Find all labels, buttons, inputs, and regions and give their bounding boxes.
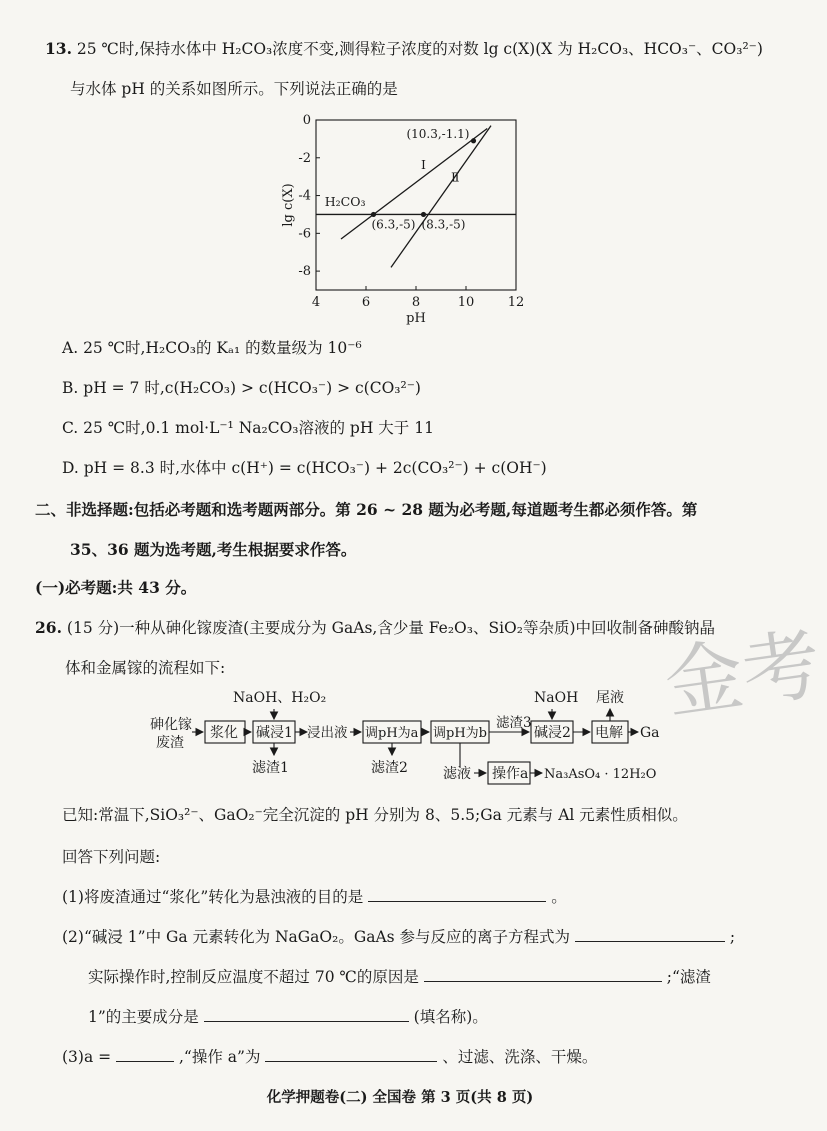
y-tick-label: 0 bbox=[302, 113, 311, 128]
process-flow-diagram bbox=[130, 685, 670, 800]
y-tick-label: -2 bbox=[298, 150, 311, 166]
adjust-a-label: 调pH为a bbox=[365, 726, 419, 741]
sub-question-2c bbox=[88, 1005, 488, 1027]
q2b-answer-blank[interactable] bbox=[424, 966, 662, 982]
product-salt-label: Na₃AsO₄ · 12H₂O bbox=[544, 767, 657, 782]
q1-text: (1)将废渣通过“浆化”转化为悬浊液的目的是 bbox=[62, 888, 364, 906]
x-axis-label: pH bbox=[406, 311, 426, 326]
leach2-label: 碱浸2 bbox=[534, 725, 571, 741]
sub-question-3 bbox=[62, 1045, 597, 1067]
series-line-ii bbox=[391, 126, 491, 268]
x-tick-label: 8 bbox=[411, 295, 421, 310]
page-footer: 化学押题卷(二) 全国卷 第 3 页(共 8 页) bbox=[266, 1089, 534, 1106]
option-a-text: 25 ℃时,H₂CO₃的 Kₐ₁ 的数量级为 10⁻⁶ bbox=[83, 339, 362, 357]
sub-question-1 bbox=[62, 885, 567, 907]
q2b-text: 实际操作时,控制反应温度不超过 70 ℃的原因是 bbox=[88, 968, 419, 986]
section2-heading-line2: 35、36 题为选考题,考生根据要求作答。 bbox=[70, 540, 357, 559]
leach2-reagent-label: NaOH bbox=[534, 690, 579, 706]
q3-a-answer-blank[interactable] bbox=[116, 1046, 174, 1062]
watermark: 金考 bbox=[659, 619, 827, 731]
sub-question-2b bbox=[88, 965, 711, 987]
intersection-point bbox=[471, 138, 476, 143]
leachate-label: 浸出液 bbox=[307, 725, 348, 741]
product-ga-label: Ga bbox=[640, 725, 660, 741]
q2a-text: (2)“碱浸 1”中 Ga 元素转化为 NaGaO₂。GaAs 参与反应的离子方程式为 bbox=[62, 928, 571, 946]
option-d-label: D. bbox=[62, 459, 79, 477]
residue2-label: 滤渣2 bbox=[371, 760, 408, 776]
option-b-label: B. bbox=[62, 379, 79, 397]
option-b-text: pH = 7 时,c(H₂CO₃) > c(HCO₃⁻) > c(CO₃²⁻) bbox=[83, 379, 421, 397]
q13-option-a bbox=[62, 336, 362, 358]
q26-number: 26. bbox=[35, 618, 62, 637]
q2c-text: 1”的主要成分是 bbox=[88, 1008, 199, 1026]
sub-question-2a bbox=[62, 925, 735, 947]
series-label-ii: Ⅱ bbox=[451, 169, 460, 185]
x-tick-label: 6 bbox=[361, 295, 371, 310]
leach1-reagent-label: NaOH、H₂O₂ bbox=[233, 690, 327, 706]
q13-option-c bbox=[62, 416, 434, 438]
q3-op-answer-blank[interactable] bbox=[265, 1046, 437, 1062]
q3c-text: 、过滤、洗涤、干燥。 bbox=[442, 1048, 598, 1066]
residue3-label: 滤渣3 bbox=[496, 715, 532, 731]
y-tick-label: -4 bbox=[298, 188, 311, 204]
raw-material-label-1: 砷化镓 bbox=[150, 717, 192, 733]
q26-line1 bbox=[35, 616, 715, 638]
y-tick-label: -8 bbox=[298, 264, 311, 280]
required-section-heading: (一)必考题:共 43 分。 bbox=[35, 578, 197, 597]
intersection-point bbox=[371, 212, 376, 217]
x-tick-label: 10 bbox=[457, 295, 475, 310]
q2b-end: ;“滤渣 bbox=[666, 968, 711, 986]
q13-option-b bbox=[62, 376, 421, 398]
q2c-end: (填名称)。 bbox=[413, 1008, 488, 1026]
q13-stem-line1: 25 ℃时,保持水体中 H₂CO₃浓度不变,测得粒子浓度的对数 lg c(X)(X 为 H₂CO₃、HCO₃⁻、CO₃²⁻) bbox=[76, 40, 763, 58]
electrolysis-label: 电解 bbox=[595, 725, 623, 741]
q26-stem-line1: (15 分)一种从砷化镓废渣(主要成分为 GaAs,含少量 Fe₂O₃、SiO₂等杂质)中回收制备砷酸钠晶 bbox=[66, 619, 716, 637]
waste-liquid-label: 尾液 bbox=[596, 690, 624, 706]
y-axis-label: lg c(X) bbox=[281, 183, 296, 227]
q3a-text: (3)a = bbox=[62, 1048, 112, 1066]
option-c-label: C. bbox=[62, 419, 79, 437]
adjust-b-label: 调pH为b bbox=[433, 726, 487, 741]
leach1-label: 碱浸1 bbox=[256, 725, 293, 741]
option-c-text: 25 ℃时,0.1 mol·L⁻¹ Na₂CO₃溶液的 pH 大于 11 bbox=[83, 419, 434, 437]
filtrate-label: 滤液 bbox=[443, 766, 471, 782]
q13-line1 bbox=[45, 37, 763, 59]
series-label-h2co3: H₂CO₃ bbox=[324, 193, 366, 209]
q2a-end: ; bbox=[729, 928, 736, 946]
x-tick-label: 12 bbox=[507, 295, 525, 310]
option-d-text: pH = 8.3 时,水体中 c(H⁺) = c(HCO₃⁻) + 2c(CO₃²⁻) + c(OH⁻) bbox=[83, 459, 547, 477]
q26-stem-line2: 体和金属镓的流程如下: bbox=[65, 659, 226, 677]
point-label: (6.3,-5) bbox=[371, 217, 416, 232]
lgc-vs-ph-chart bbox=[270, 108, 540, 326]
q2c-answer-blank[interactable] bbox=[204, 1006, 409, 1022]
answer-prompt: 回答下列问题: bbox=[62, 848, 161, 866]
residue1-label: 滤渣1 bbox=[252, 760, 289, 776]
q13-option-d bbox=[62, 456, 547, 478]
q13-number: 13. bbox=[45, 39, 72, 58]
q13-stem-line2: 与水体 pH 的关系如图所示。下列说法正确的是 bbox=[70, 80, 398, 98]
series-label-i: I bbox=[421, 157, 426, 173]
op-a-label: 操作a bbox=[492, 766, 529, 782]
intersection-point bbox=[421, 212, 426, 217]
option-a-label: A. bbox=[62, 339, 79, 357]
y-tick-label: -6 bbox=[298, 226, 311, 242]
point-label: (10.3,-1.1) bbox=[406, 126, 470, 141]
section2-heading-line1: 二、非选择题:包括必考题和选考题两部分。第 26 ~ 28 题为必考题,每道题考生都必须作答。第 bbox=[35, 500, 698, 519]
q2a-answer-blank[interactable] bbox=[575, 926, 725, 942]
x-tick-label: 4 bbox=[311, 295, 321, 310]
q1-answer-blank[interactable] bbox=[368, 886, 546, 902]
raw-material-label-2: 废渣 bbox=[156, 735, 184, 751]
q3b-text: ,“操作 a”为 bbox=[179, 1048, 261, 1066]
known-info: 已知:常温下,SiO₃²⁻、GaO₂⁻完全沉淀的 pH 分别为 8、5.5;Ga 元素与 Al 元素性质相似。 bbox=[62, 806, 688, 824]
slurry-label: 浆化 bbox=[210, 725, 238, 741]
point-label: (8.3,-5) bbox=[421, 217, 466, 232]
q1-end: 。 bbox=[551, 888, 567, 906]
